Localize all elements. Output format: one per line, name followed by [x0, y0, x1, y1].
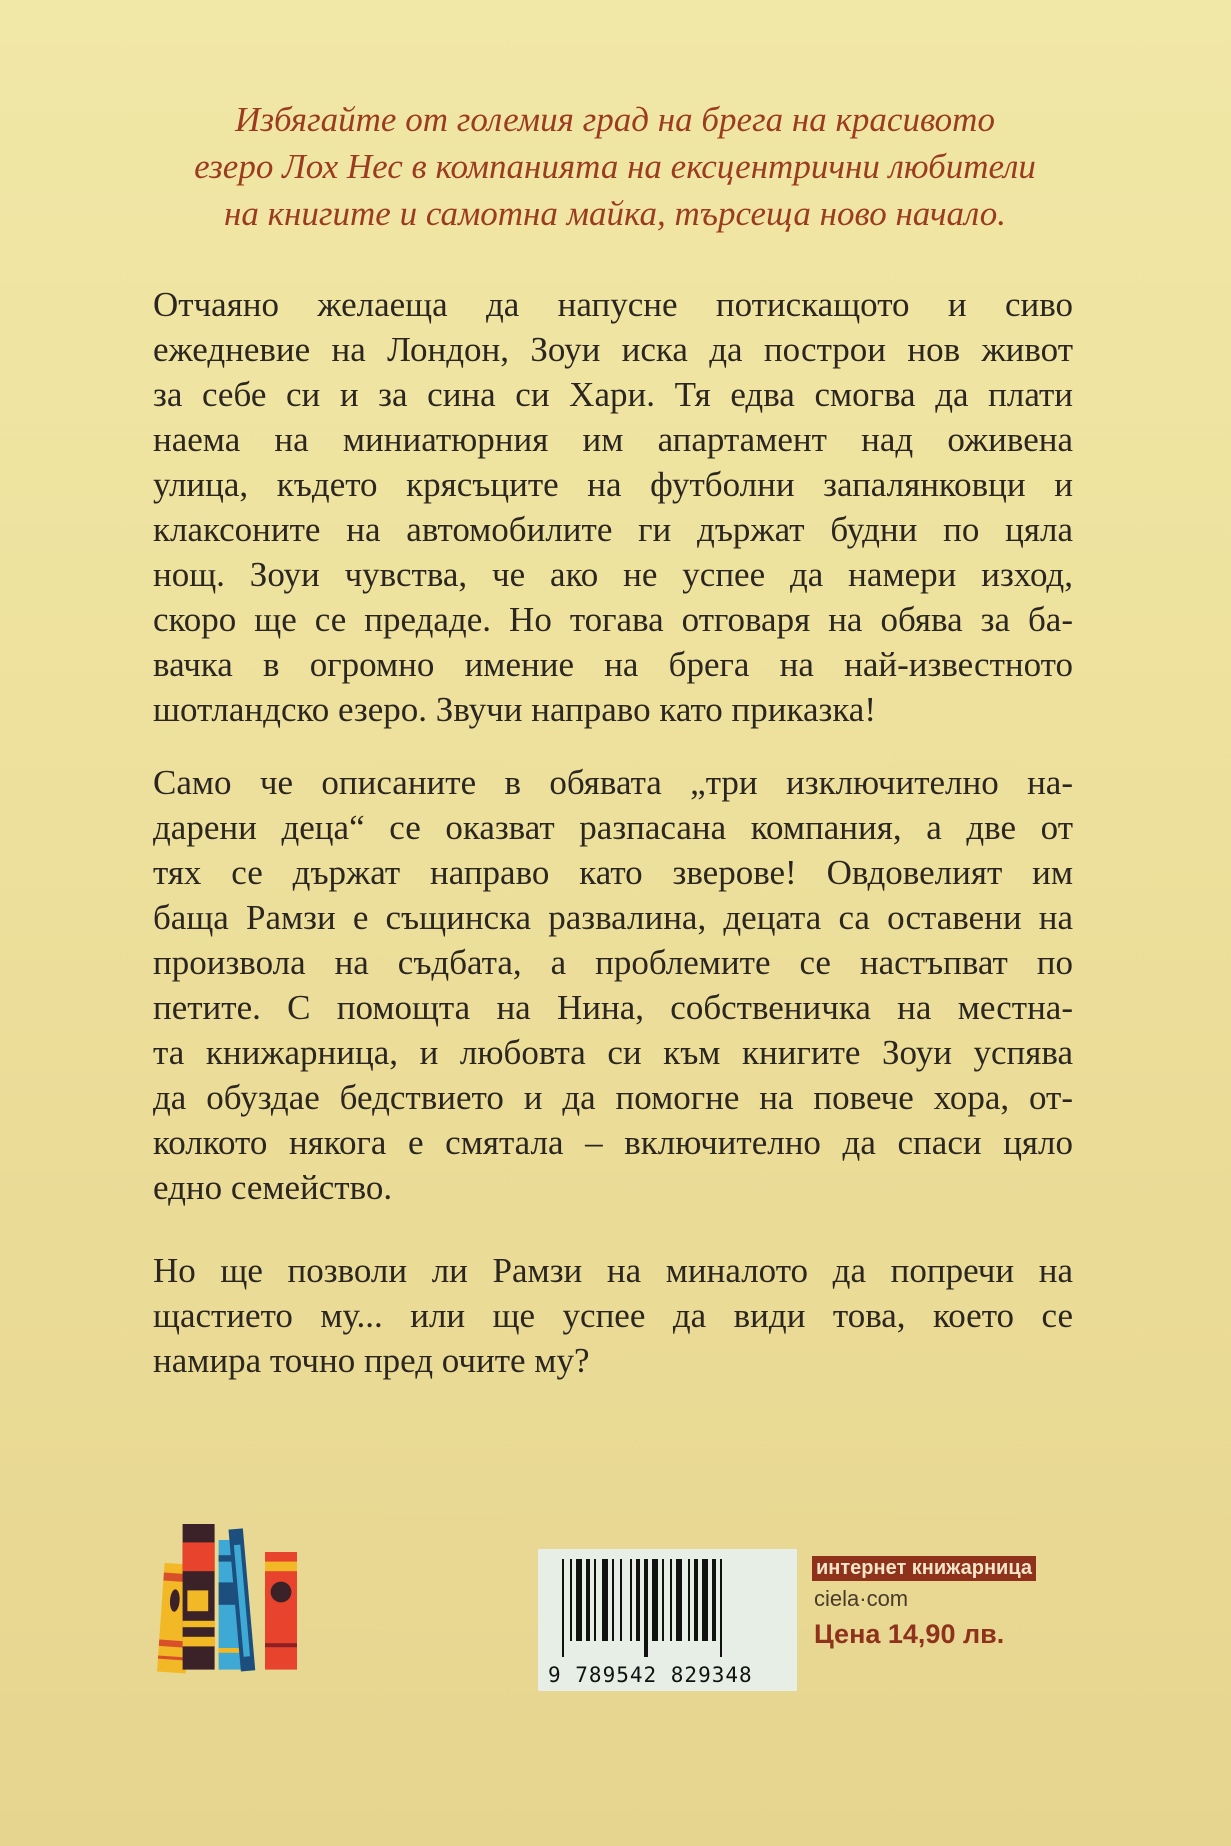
text-line: наема на миниатюрния им апартамент над оживена — [153, 420, 1073, 459]
text-line: Но ще позволи ли Рамзи на миналото да попречи на — [153, 1251, 1073, 1290]
intro-line: на книгите и самотна майка, търсеща ново начало. — [224, 194, 1006, 233]
text-line: та книжарница, и любовта си към книгите Зоуи успява — [153, 1033, 1073, 1072]
intro-tagline — [110, 96, 1120, 237]
text-line: намира точно пред очите му? — [153, 1341, 590, 1380]
text-line: дарени деца“ се оказват разпасана компания, а две от — [153, 808, 1073, 847]
text-line: шотландско езеро. Звучи направо като приказка! — [153, 690, 876, 729]
barcode-bar — [652, 1559, 658, 1641]
price-label: Цена 14,90 лв. — [814, 1619, 1005, 1649]
text-line: петите. С помощта на Нина, собственичка на местна- — [153, 988, 1073, 1027]
text-line: клаксоните на автомобилите ги държат будни по цяла — [153, 510, 1073, 549]
description-paragraph-3 — [153, 1248, 1073, 1383]
barcode-bar — [670, 1559, 672, 1641]
online-bookstore-label: интернет книжарница — [812, 1556, 1036, 1581]
barcode-bar — [602, 1559, 608, 1641]
barcode-bar — [586, 1559, 590, 1641]
text-line: улица, където крясъците на футболни запалянковци и — [153, 465, 1073, 504]
text-line: щастието му... или ще успее да види това, което се — [153, 1296, 1073, 1335]
website-link[interactable]: ciela·com — [814, 1586, 909, 1611]
barcode-bar — [644, 1559, 648, 1657]
text-line: Отчаяно желаеща да напусне потискащото и сиво — [153, 285, 1073, 324]
text-line: произвола на съдбата, а проблемите се настъпват по — [153, 943, 1073, 982]
barcode — [538, 1549, 797, 1691]
description-paragraph-2 — [153, 760, 1073, 1210]
barcode-bar — [676, 1559, 682, 1641]
barcode-bar — [636, 1559, 640, 1641]
intro-line: езеро Лох Нес в компанията на ексцентрични любители — [194, 147, 1036, 186]
description-paragraph-1 — [153, 282, 1073, 732]
text-line: колкото някога е смятала – включително да спаси цяло — [153, 1123, 1073, 1162]
barcode-bar — [570, 1559, 572, 1641]
isbn-number: 9 789542 829348 — [548, 1663, 753, 1687]
barcode-bar — [620, 1559, 622, 1641]
text-line: тях се държат направо като зверове! Овдовелият им — [153, 853, 1073, 892]
intro-line: Избягайте от големия град на брега на красивото — [235, 100, 995, 139]
barcode-bar — [720, 1559, 722, 1657]
barcode-bar — [702, 1559, 708, 1641]
barcode-bar — [594, 1559, 596, 1641]
barcode-bars — [550, 1559, 786, 1657]
text-line: скоро ще се предаде. Но тогава отговаря на обява за ба- — [153, 600, 1073, 639]
text-line: ежедневие на Лондон, Зоуи иска да построи нов живот — [153, 330, 1073, 369]
barcode-bar — [562, 1559, 564, 1657]
barcode-bar — [612, 1559, 614, 1641]
books-logo-icon — [141, 1504, 317, 1688]
text-line: Само че описаните в обявата „три изключително на- — [153, 763, 1073, 802]
barcode-bar — [576, 1559, 582, 1641]
text-line: нощ. Зоуи чувства, че ако не успее да намери изход, — [153, 555, 1073, 594]
barcode-bar — [694, 1559, 698, 1641]
text-line: да обуздае бедствието и да помогне на повече хора, от- — [153, 1078, 1073, 1117]
barcode-bar — [712, 1559, 716, 1641]
barcode-bar — [662, 1559, 664, 1641]
text-line: баща Рамзи е същинска развалина, децата са оставени на — [153, 898, 1073, 937]
text-line: вачка в огромно имение на брега на най-известното — [153, 645, 1073, 684]
barcode-bar — [688, 1559, 690, 1641]
text-line: за себе си и за сина си Хари. Тя едва смогва да плати — [153, 375, 1073, 414]
barcode-bar — [630, 1559, 632, 1641]
text-line: едно семейство. — [153, 1168, 393, 1207]
